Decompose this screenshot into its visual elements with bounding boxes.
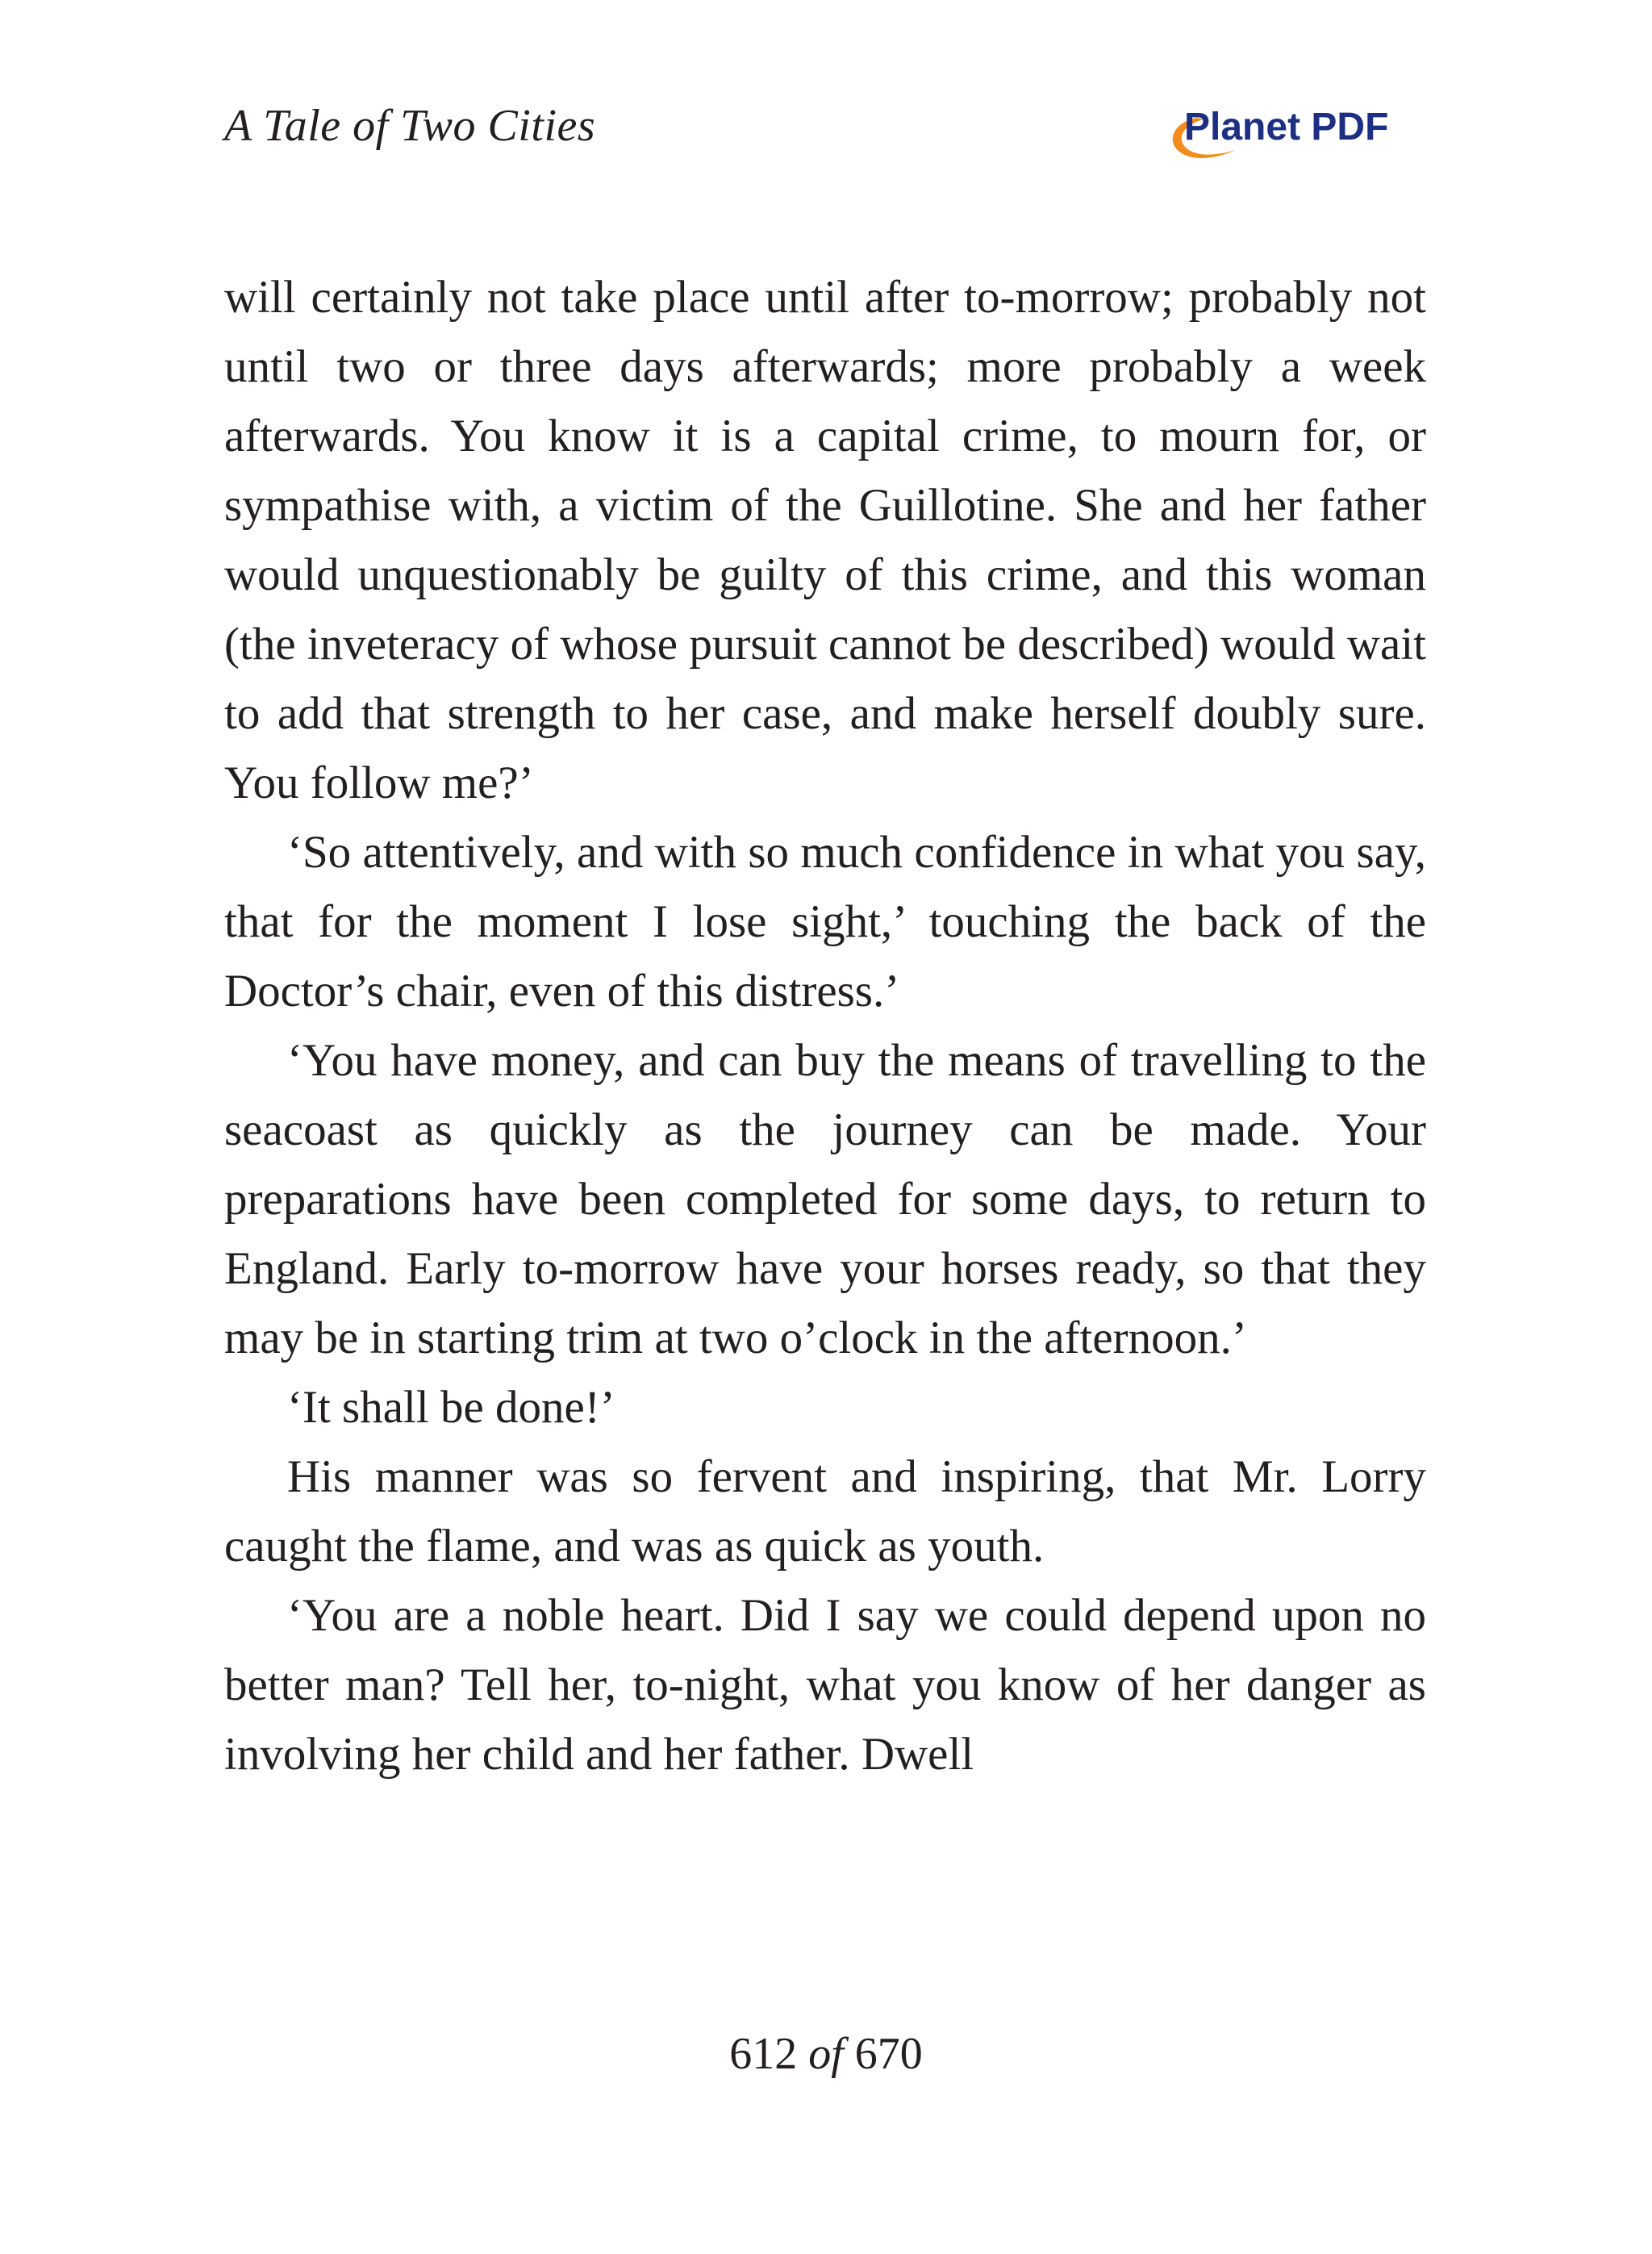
paragraph: will certainly not take place until after to-morrow; probably not until two or three days afterwards; more probably a week afterwards. You know it is a capital crime, to mourn for, or sympathise with, a victim of the Guillotine. She and her father would unquestionably be guilty of this crime, and this woman (the inveteracy of whose pursuit cannot be described) would wait to add that strength to her case, and make herself doubly sure. You follow me?’ <box>224 272 1426 808</box>
paragraph: His manner was so fervent and inspiring, that Mr. Lorry caught the flame, and was as quick as youth. <box>224 1451 1426 1572</box>
planet-pdf-logo <box>1162 106 1420 168</box>
current-page: 612 <box>729 2029 798 2079</box>
total-pages: 670 <box>854 2029 923 2079</box>
page-number <box>0 2031 1652 2077</box>
book-title: A Tale of Two Cities <box>224 101 596 151</box>
paragraph: ‘So attentively, and with so much confidence in what you say, that for the moment I lose sight,’ touching the back of the Doctor’s chair, even of this distress.’ <box>224 827 1426 1016</box>
brand-name: Planet PDF <box>1184 106 1389 148</box>
paragraph: ‘It shall be done!’ <box>287 1382 615 1433</box>
of-word: of <box>808 2029 844 2079</box>
paragraph: ‘You are a noble heart. Did I say we could depend upon no better man? Tell her, to-night, what you know of her danger as involving her child and her father. Dwell <box>224 1590 1426 1780</box>
paragraph: ‘You have money, and can buy the means of travelling to the seacoast as quickly as the journey can be made. Your preparations have been completed for some days, to return to England. Early to-morrow have your horses ready, so that they may be in starting trim at two o’clock in the afternoon.’ <box>224 1035 1426 1363</box>
page-body <box>224 263 1426 1789</box>
